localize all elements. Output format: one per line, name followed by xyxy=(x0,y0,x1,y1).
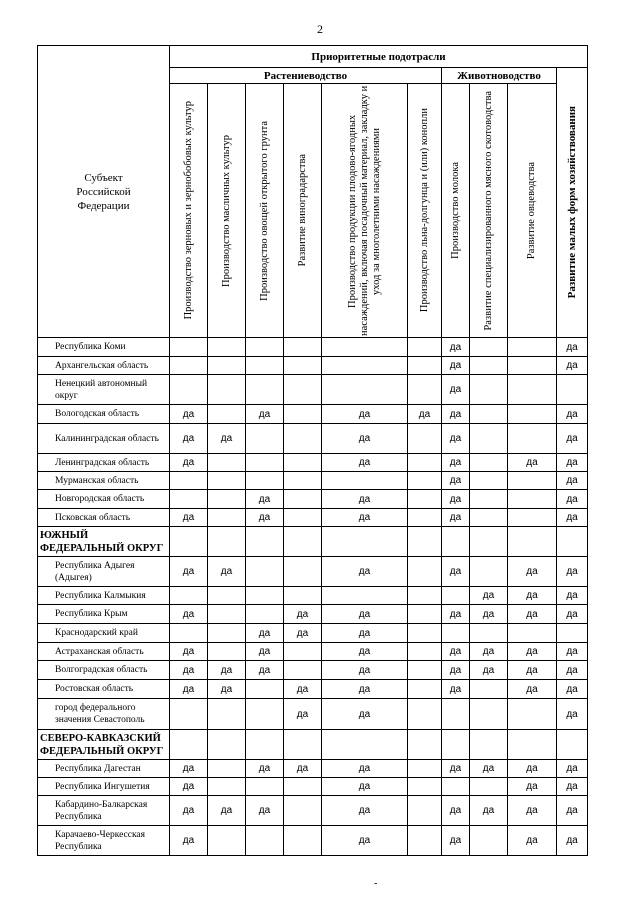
value-cell: да xyxy=(442,680,470,699)
value-cell xyxy=(284,826,322,856)
value-cell: да xyxy=(246,661,284,680)
table-row xyxy=(38,778,588,796)
region-name: город федерального значения Севастополь xyxy=(38,699,170,730)
value-cell xyxy=(284,778,322,796)
value-cell xyxy=(246,357,284,375)
value-cell xyxy=(246,454,284,472)
value-cell xyxy=(408,587,442,605)
value-cell xyxy=(508,527,557,557)
value-cell: да xyxy=(322,424,408,454)
column-header-4: Развитие виноградарства xyxy=(284,84,322,338)
table-row xyxy=(38,760,588,778)
table-row xyxy=(38,826,588,856)
value-cell xyxy=(322,338,408,357)
value-cell xyxy=(246,338,284,357)
value-cell xyxy=(284,357,322,375)
value-cell xyxy=(408,760,442,778)
value-cell xyxy=(557,375,588,405)
table-row xyxy=(38,605,588,624)
value-cell xyxy=(170,527,208,557)
value-cell xyxy=(470,490,508,509)
value-cell xyxy=(208,357,246,375)
value-cell xyxy=(284,730,322,760)
value-cell xyxy=(442,527,470,557)
value-cell: да xyxy=(470,760,508,778)
table-row xyxy=(38,454,588,472)
region-name: Астраханская область xyxy=(38,643,170,661)
value-cell: да xyxy=(284,624,322,643)
value-cell xyxy=(208,338,246,357)
value-cell: да xyxy=(322,509,408,527)
value-cell: да xyxy=(557,424,588,454)
value-cell: да xyxy=(508,796,557,826)
value-cell xyxy=(208,778,246,796)
value-cell: да xyxy=(170,661,208,680)
value-cell xyxy=(408,527,442,557)
value-cell: да xyxy=(442,760,470,778)
value-cell xyxy=(442,699,470,730)
value-cell xyxy=(408,357,442,375)
table-row xyxy=(38,338,588,357)
value-cell: да xyxy=(170,778,208,796)
value-cell: да xyxy=(508,605,557,624)
value-cell: да xyxy=(557,778,588,796)
value-cell xyxy=(442,624,470,643)
value-cell xyxy=(408,778,442,796)
value-cell xyxy=(208,454,246,472)
value-cell xyxy=(208,624,246,643)
table-row xyxy=(38,643,588,661)
value-cell xyxy=(508,509,557,527)
table-row xyxy=(38,357,588,375)
value-cell: да xyxy=(557,699,588,730)
value-cell: да xyxy=(442,405,470,424)
value-cell xyxy=(470,472,508,490)
table-row xyxy=(38,796,588,826)
value-cell xyxy=(208,826,246,856)
table-row xyxy=(38,490,588,509)
value-cell xyxy=(208,509,246,527)
footer-mark: - xyxy=(374,878,378,889)
value-cell xyxy=(208,490,246,509)
value-cell xyxy=(246,826,284,856)
value-cell xyxy=(284,796,322,826)
value-cell: да xyxy=(508,826,557,856)
crop-header: Растениеводство xyxy=(170,68,442,84)
value-cell: да xyxy=(508,778,557,796)
value-cell xyxy=(284,643,322,661)
value-cell xyxy=(508,424,557,454)
value-cell: да xyxy=(557,587,588,605)
value-cell xyxy=(442,587,470,605)
value-cell: да xyxy=(557,357,588,375)
value-cell: да xyxy=(322,405,408,424)
value-cell xyxy=(408,796,442,826)
region-name: Ростовская область xyxy=(38,680,170,699)
value-cell: да xyxy=(246,796,284,826)
value-cell xyxy=(408,472,442,490)
value-cell xyxy=(470,424,508,454)
value-cell: да xyxy=(442,605,470,624)
value-cell xyxy=(284,509,322,527)
value-cell: да xyxy=(322,643,408,661)
value-cell xyxy=(508,357,557,375)
value-cell xyxy=(442,730,470,760)
value-cell xyxy=(208,472,246,490)
region-name: Республика Адыгея (Адыгея) xyxy=(38,557,170,587)
value-cell xyxy=(284,557,322,587)
column-header-8: Развитие специализированного мясного скотоводства xyxy=(470,84,508,338)
value-cell xyxy=(408,557,442,587)
value-cell xyxy=(246,680,284,699)
value-cell xyxy=(208,699,246,730)
value-cell: да xyxy=(442,424,470,454)
value-cell xyxy=(470,375,508,405)
value-cell xyxy=(408,605,442,624)
value-cell: да xyxy=(508,661,557,680)
value-cell xyxy=(322,527,408,557)
value-cell xyxy=(557,624,588,643)
value-cell: да xyxy=(442,826,470,856)
table-row xyxy=(38,661,588,680)
value-cell: да xyxy=(508,680,557,699)
value-cell xyxy=(246,472,284,490)
value-cell xyxy=(408,454,442,472)
value-cell xyxy=(508,405,557,424)
value-cell: да xyxy=(208,661,246,680)
region-name: Республика Ингушетия xyxy=(38,778,170,796)
value-cell xyxy=(470,357,508,375)
value-cell xyxy=(246,778,284,796)
district-row xyxy=(38,527,588,557)
value-cell: да xyxy=(442,557,470,587)
region-name: Ненецкий автономный округ xyxy=(38,375,170,405)
value-cell xyxy=(442,778,470,796)
region-name: Волгоградская область xyxy=(38,661,170,680)
value-cell: да xyxy=(322,680,408,699)
column-header-7: Производство молока xyxy=(442,84,470,338)
value-cell: да xyxy=(557,405,588,424)
value-cell xyxy=(470,509,508,527)
value-cell: да xyxy=(322,778,408,796)
value-cell xyxy=(208,527,246,557)
value-cell xyxy=(208,760,246,778)
table-row xyxy=(38,405,588,424)
value-cell: да xyxy=(442,375,470,405)
region-name: Ленинградская область xyxy=(38,454,170,472)
value-cell xyxy=(170,490,208,509)
value-cell: да xyxy=(442,357,470,375)
value-cell: да xyxy=(442,338,470,357)
value-cell xyxy=(246,424,284,454)
region-name: Мурманская область xyxy=(38,472,170,490)
value-cell xyxy=(557,730,588,760)
value-cell: да xyxy=(170,605,208,624)
table-row xyxy=(38,472,588,490)
value-cell xyxy=(284,338,322,357)
value-cell xyxy=(408,490,442,509)
value-cell xyxy=(408,424,442,454)
value-cell: да xyxy=(557,796,588,826)
table-row xyxy=(38,557,588,587)
value-cell: да xyxy=(408,405,442,424)
value-cell xyxy=(322,472,408,490)
value-cell xyxy=(408,826,442,856)
value-cell xyxy=(246,587,284,605)
value-cell: да xyxy=(322,796,408,826)
table-row xyxy=(38,587,588,605)
value-cell xyxy=(284,424,322,454)
value-cell: да xyxy=(557,826,588,856)
table-row xyxy=(38,424,588,454)
value-cell: да xyxy=(322,661,408,680)
value-cell: да xyxy=(284,680,322,699)
value-cell: да xyxy=(170,826,208,856)
subject-header: Субъект Российской Федерации xyxy=(38,46,170,338)
value-cell xyxy=(208,375,246,405)
value-cell: да xyxy=(322,826,408,856)
value-cell xyxy=(408,699,442,730)
priority-subsectors-table xyxy=(37,45,588,856)
value-cell: да xyxy=(470,643,508,661)
value-cell xyxy=(170,699,208,730)
value-cell: да xyxy=(322,605,408,624)
value-cell xyxy=(557,527,588,557)
column-header-3: Производство овощей открытого грунта xyxy=(246,84,284,338)
value-cell xyxy=(508,375,557,405)
value-cell: да xyxy=(442,472,470,490)
value-cell xyxy=(246,527,284,557)
value-cell xyxy=(470,624,508,643)
value-cell: да xyxy=(170,796,208,826)
value-cell xyxy=(408,375,442,405)
district-name: СЕВЕРО-КАВКАЗСКИЙ ФЕДЕРАЛЬНЫЙ ОКРУГ xyxy=(38,730,170,760)
value-cell xyxy=(170,624,208,643)
table-row xyxy=(38,699,588,730)
value-cell: да xyxy=(246,490,284,509)
region-name: Краснодарский край xyxy=(38,624,170,643)
value-cell: да xyxy=(508,454,557,472)
value-cell xyxy=(246,557,284,587)
value-cell: да xyxy=(322,624,408,643)
value-cell xyxy=(408,509,442,527)
value-cell xyxy=(208,405,246,424)
value-cell: да xyxy=(470,796,508,826)
column-header-5: Производство продукции плодово-ягодных насаждений, включая посадочный материал, закладку и уход за многолетними насаждениями xyxy=(322,84,408,338)
value-cell: да xyxy=(557,605,588,624)
value-cell xyxy=(284,375,322,405)
value-cell xyxy=(508,338,557,357)
region-name: Вологодская область xyxy=(38,405,170,424)
value-cell xyxy=(322,375,408,405)
value-cell: да xyxy=(470,661,508,680)
column-header-6: Производство льна-долгунца и (или) конопли xyxy=(408,84,442,338)
value-cell: да xyxy=(322,760,408,778)
value-cell xyxy=(470,338,508,357)
value-cell: да xyxy=(208,796,246,826)
region-name: Кабардино-Балкарская Республика xyxy=(38,796,170,826)
value-cell: да xyxy=(208,680,246,699)
value-cell: да xyxy=(208,557,246,587)
table-row xyxy=(38,680,588,699)
district-name: ЮЖНЫЙ ФЕДЕРАЛЬНЫЙ ОКРУГ xyxy=(38,527,170,557)
value-cell xyxy=(470,527,508,557)
value-cell xyxy=(408,661,442,680)
table-row xyxy=(38,624,588,643)
value-cell: да xyxy=(442,796,470,826)
value-cell: да xyxy=(557,472,588,490)
value-cell xyxy=(170,587,208,605)
value-cell xyxy=(322,357,408,375)
value-cell: да xyxy=(246,643,284,661)
value-cell: да xyxy=(246,760,284,778)
region-name: Республика Коми xyxy=(38,338,170,357)
small-forms-header: Развитие малых форм хозяйствования xyxy=(557,68,588,338)
table-row xyxy=(38,375,588,405)
value-cell xyxy=(246,375,284,405)
page-number: 2 xyxy=(317,22,323,36)
value-cell: да xyxy=(246,405,284,424)
value-cell: да xyxy=(442,454,470,472)
column-header-2: Производство масличных культур xyxy=(208,84,246,338)
value-cell: да xyxy=(170,760,208,778)
column-header-9: Развитие овцеводства xyxy=(508,84,557,338)
value-cell xyxy=(208,587,246,605)
value-cell xyxy=(246,605,284,624)
value-cell xyxy=(284,527,322,557)
region-name: Новгородская область xyxy=(38,490,170,509)
value-cell: да xyxy=(508,643,557,661)
value-cell xyxy=(408,338,442,357)
value-cell xyxy=(508,730,557,760)
region-name: Республика Крым xyxy=(38,605,170,624)
value-cell xyxy=(470,730,508,760)
value-cell: да xyxy=(557,643,588,661)
district-row xyxy=(38,730,588,760)
value-cell: да xyxy=(170,405,208,424)
region-name: Псковская область xyxy=(38,509,170,527)
value-cell: да xyxy=(557,760,588,778)
value-cell xyxy=(284,454,322,472)
value-cell: да xyxy=(246,624,284,643)
value-cell xyxy=(208,605,246,624)
value-cell: да xyxy=(508,587,557,605)
value-cell xyxy=(170,357,208,375)
value-cell xyxy=(322,587,408,605)
value-cell: да xyxy=(322,557,408,587)
value-cell: да xyxy=(170,454,208,472)
value-cell xyxy=(508,624,557,643)
value-cell: да xyxy=(208,424,246,454)
value-cell: да xyxy=(170,424,208,454)
value-cell xyxy=(170,730,208,760)
region-name: Карачаево-Черкесская Республика xyxy=(38,826,170,856)
value-cell xyxy=(284,587,322,605)
value-cell: да xyxy=(557,557,588,587)
value-cell: да xyxy=(557,661,588,680)
value-cell xyxy=(508,699,557,730)
value-cell: да xyxy=(442,661,470,680)
value-cell: да xyxy=(284,699,322,730)
value-cell xyxy=(170,338,208,357)
value-cell xyxy=(508,472,557,490)
column-header-1: Производство зерновых и зернобобовых культур xyxy=(170,84,208,338)
region-name: Республика Калмыкия xyxy=(38,587,170,605)
region-name: Калининградская область xyxy=(38,424,170,454)
value-cell xyxy=(208,643,246,661)
value-cell xyxy=(170,375,208,405)
value-cell: да xyxy=(170,643,208,661)
value-cell xyxy=(470,826,508,856)
value-cell xyxy=(508,490,557,509)
value-cell xyxy=(284,661,322,680)
value-cell: да xyxy=(470,587,508,605)
value-cell: да xyxy=(322,454,408,472)
value-cell: да xyxy=(170,680,208,699)
value-cell: да xyxy=(170,509,208,527)
value-cell: да xyxy=(557,454,588,472)
value-cell: да xyxy=(442,643,470,661)
value-cell: да xyxy=(322,699,408,730)
value-cell xyxy=(322,730,408,760)
value-cell: да xyxy=(442,509,470,527)
value-cell xyxy=(408,730,442,760)
value-cell: да xyxy=(557,680,588,699)
value-cell xyxy=(470,699,508,730)
value-cell xyxy=(470,778,508,796)
value-cell xyxy=(408,680,442,699)
value-cell xyxy=(246,730,284,760)
value-cell xyxy=(246,699,284,730)
region-name: Архангельская область xyxy=(38,357,170,375)
value-cell xyxy=(284,405,322,424)
value-cell: да xyxy=(557,338,588,357)
value-cell: да xyxy=(170,557,208,587)
value-cell xyxy=(408,643,442,661)
value-cell: да xyxy=(557,490,588,509)
value-cell: да xyxy=(508,760,557,778)
value-cell: да xyxy=(246,509,284,527)
value-cell xyxy=(208,730,246,760)
value-cell xyxy=(470,454,508,472)
value-cell xyxy=(284,490,322,509)
value-cell xyxy=(284,472,322,490)
value-cell xyxy=(470,680,508,699)
value-cell: да xyxy=(470,605,508,624)
value-cell: да xyxy=(442,490,470,509)
value-cell: да xyxy=(284,605,322,624)
value-cell: да xyxy=(322,490,408,509)
priority-header: Приоритетные подотрасли xyxy=(170,46,588,68)
value-cell: да xyxy=(557,509,588,527)
value-cell: да xyxy=(508,557,557,587)
value-cell: да xyxy=(284,760,322,778)
region-name: Республика Дагестан xyxy=(38,760,170,778)
table-row xyxy=(38,509,588,527)
value-cell xyxy=(408,624,442,643)
value-cell xyxy=(470,405,508,424)
value-cell xyxy=(470,557,508,587)
livestock-header: Животноводство xyxy=(442,68,557,84)
value-cell xyxy=(170,472,208,490)
